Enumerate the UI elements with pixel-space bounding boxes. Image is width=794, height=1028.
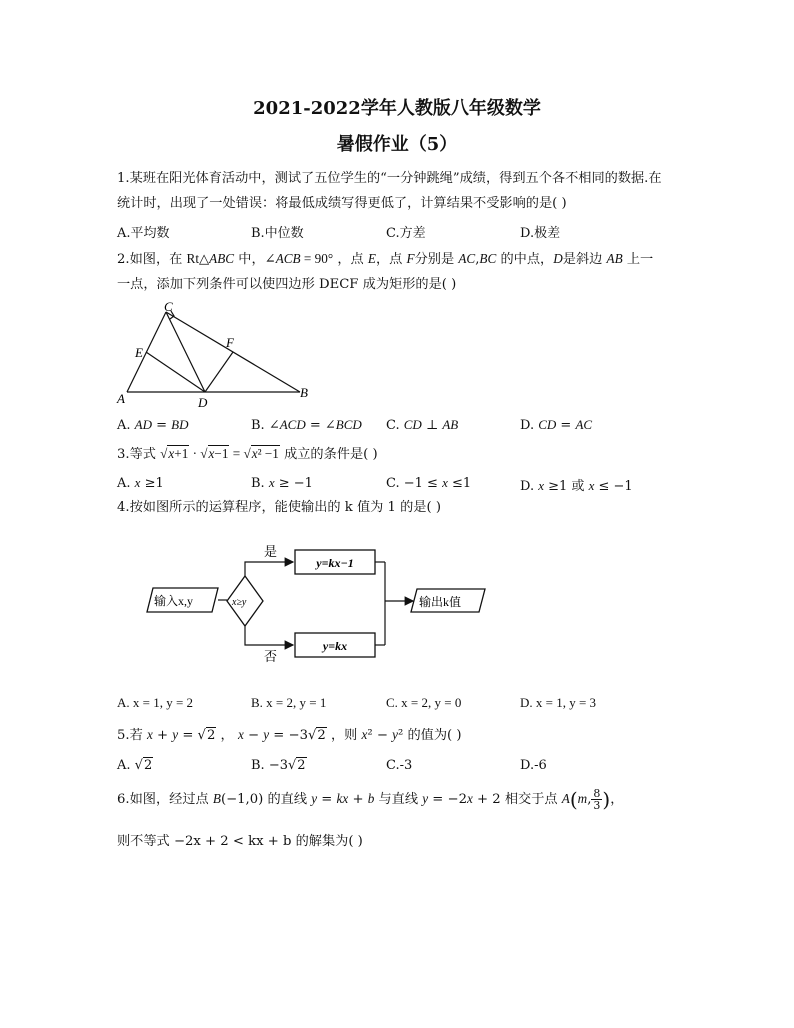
q2-option-d: D. CD = AC (520, 417, 593, 433)
q3-option-d: D. x ≥1 或 x ≤ −1 (520, 478, 633, 494)
q5-line1: 5.若 x + y = √2 ， x − y = −3√2 ，则 x² − y² 的值为( ) (117, 727, 462, 743)
flow-input-text: 输入x,y (154, 594, 194, 608)
q3-option-a: A. x ≥1 (117, 475, 164, 491)
q4-flowchart (145, 540, 495, 670)
q2-line2: 一点，添加下列条件可以使四边形 DECF 成为矩形的是( ) (117, 277, 457, 292)
q3-option-c: C. −1 ≤ x ≤1 (386, 475, 472, 491)
q4-option-a: A. x = 1, y = 2 (117, 695, 194, 710)
label-c: C (164, 300, 173, 314)
q1-option-a: A.平均数 (117, 226, 170, 241)
q5-option-c: C.-3 (386, 758, 413, 773)
flow-no-label: 否 (264, 649, 278, 664)
label-f: F (226, 335, 234, 350)
q1-line1: 1.某班在阳光体育活动中，测试了五位学生的“一分钟跳绳”成绩，得到五个各不相同的数据.在 (117, 171, 662, 186)
q2-option-a: A. AD = BD (117, 417, 189, 433)
flow-condition-text: x≥y (232, 597, 247, 608)
page-subtitle: 暑假作业（5） (336, 134, 458, 155)
q1-option-c: C.方差 (386, 226, 426, 241)
q2-option-b: B. ∠ACD = ∠BCD (251, 417, 362, 433)
q6-line1: 6.如图，经过点 B(−1,0) 的直线 y = kx + b 与直线 y = −2x + 2 相交于点 A(m, $\frac{8}{3}$ )， (117, 787, 624, 812)
q1-option-d: D.极差 (520, 226, 561, 241)
q4-option-b: B. x = 2, y = 1 (251, 695, 327, 710)
q3-tail: 成立的条件是( ) (284, 447, 378, 462)
q4-option-d: D. x = 1, y = 3 (520, 695, 597, 710)
q2-triangle-figure (112, 300, 322, 412)
label-a: A (117, 391, 125, 406)
label-d: D (198, 395, 208, 410)
q1-line2: 统计时，出现了一处错误：将最低成绩写得更低了，计算结果不受影响的是( ) (117, 196, 567, 211)
label-e: E (135, 345, 143, 360)
q2-line1: 2.如图，在 Rt△ABC 中，∠ACB = 90° ，点 E，点 F分别是 AC,BC 的中点，D是斜边 AB 上一 (117, 251, 654, 267)
q6-line2: 则不等式 −2x + 2 < kx + b 的解集为( ) (117, 834, 363, 849)
flow-yes-label: 是 (264, 544, 278, 559)
q2-option-c: C. CD ⊥ AB (386, 417, 459, 433)
q4-line1: 4.按如图所示的运算程序，能使输出的 k 值为 1 的是( ) (117, 500, 441, 515)
q5-option-d: D.-6 (520, 758, 547, 773)
q3-line1: 3.等式 √x+1 · √x−1 = √x² −1 成立的条件是( ) (117, 446, 378, 462)
label-b: B (300, 385, 308, 400)
q5-option-a: A. √2 (117, 758, 153, 773)
flow-yes-formula: y=kx−1 (316, 556, 354, 570)
q1-option-b: B.中位数 (251, 226, 304, 241)
q3-option-b: B. x ≥ −1 (251, 475, 313, 491)
flow-no-formula: y=kx (322, 639, 348, 653)
flow-output-text: 输出k值 (419, 595, 462, 609)
q4-option-c: C. x = 2, y = 0 (386, 695, 462, 710)
page-title: 2021-2022学年人教版八年级数学 (253, 98, 541, 119)
q5-option-b: B. −3√2 (251, 758, 306, 773)
